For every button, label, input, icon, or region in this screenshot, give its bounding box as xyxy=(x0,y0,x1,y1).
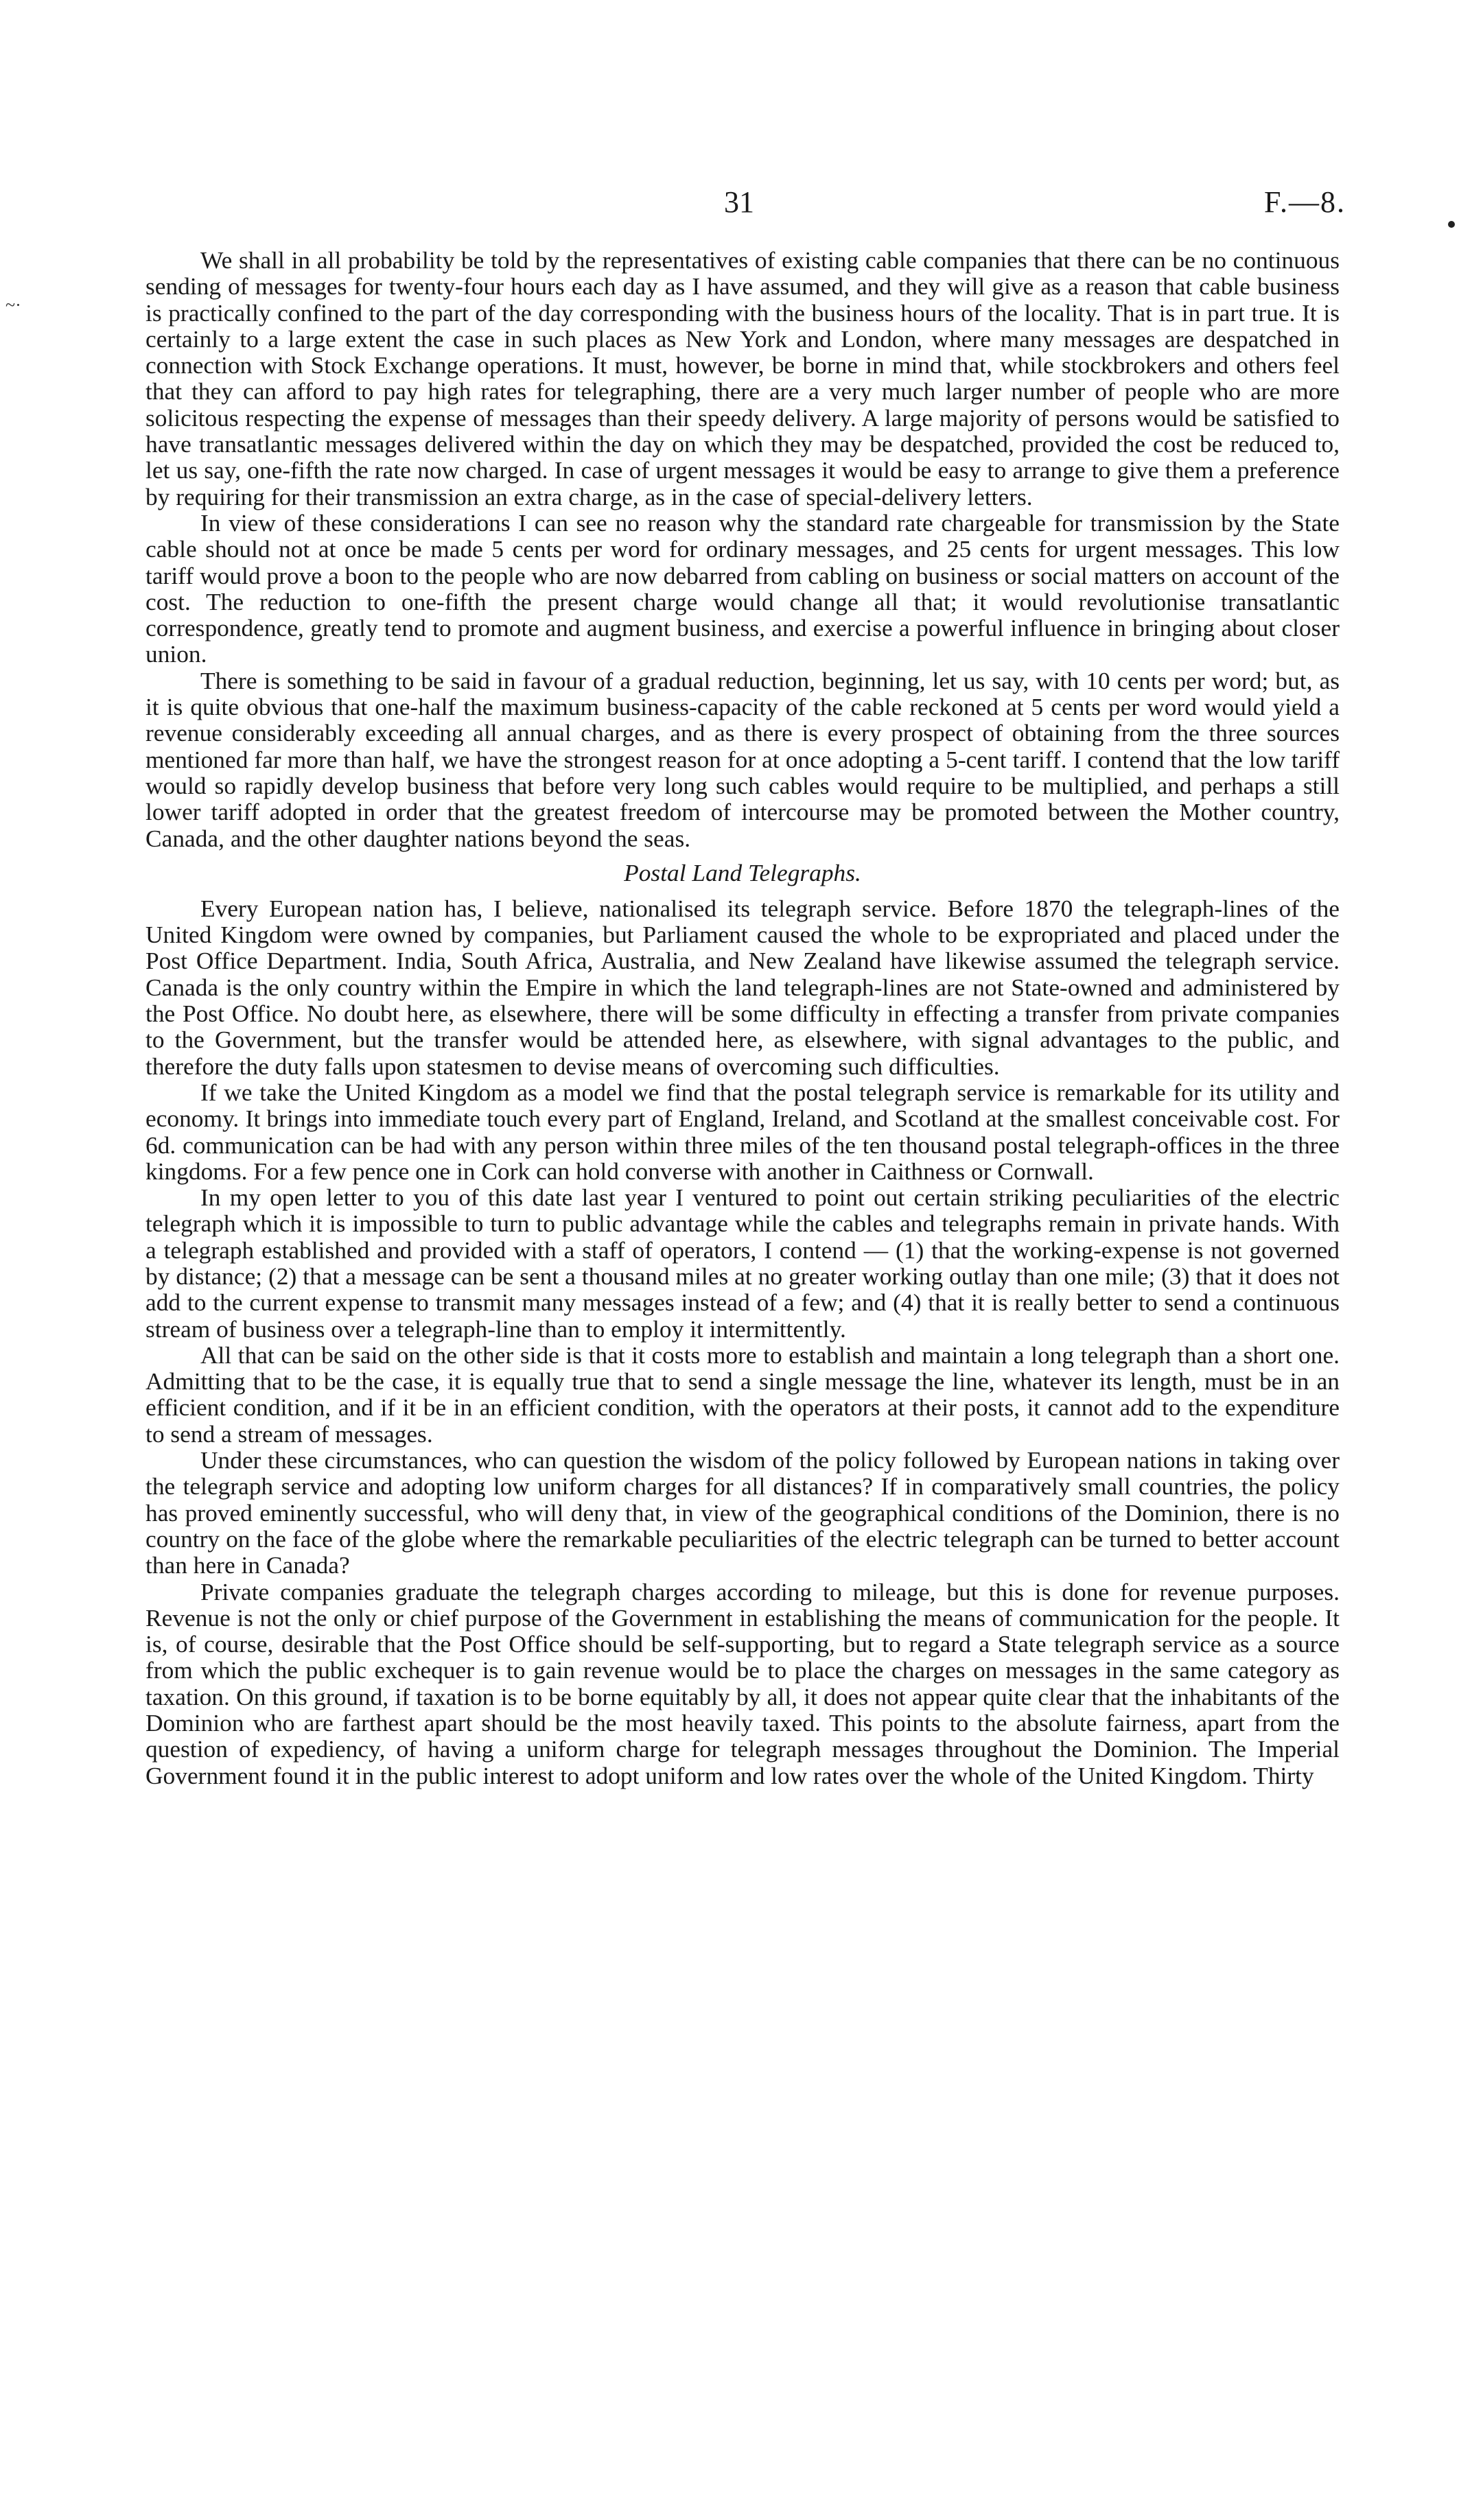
paragraph: There is something to be said in favour of a gradual reduction, beginning, let us say, with 10 cents per word; but, as it is quite obvious that one-half the maximum business-capacity of the cable reckoned at 5 cents per word would yield a revenue considerably exceeding all annual charges, and as there is every prospect of obtaining from the three sources mentioned far more than half, we have the strongest reason for at once adopting a 5-cent tariff. I contend that the low tariff would so rapidly develop business that before very long such cables would require to be multiplied, and perhaps a still lower tariff adopted in order that the greatest freedom of intercourse may be promoted between the Mother country, Canada, and the other daughter nations beyond the seas. xyxy=(145,666,1340,852)
section-heading: Postal Land Telegraphs. xyxy=(624,858,861,886)
page-number: 31 xyxy=(724,185,754,219)
margin-scribble-mark: ~· xyxy=(5,295,21,315)
paragraph: If we take the United Kingdom as a model we find that the postal telegraph service is remarkable for its utility and economy. It brings into immediate touch every part of England, Ireland, and Scotland at the smallest conceivable cost. For 6d. communication can be had with any person within three miles of the ten thousand postal telegraph-offices in the three kingdoms. For a few pence one in Cork can hold converse with another in Caithness or Cornwall. xyxy=(145,1078,1340,1185)
document-body xyxy=(145,247,1340,1789)
paragraph: Every European nation has, I believe, nationalised its telegraph service. Before 1870 the telegraph-lines of the United Kingdom were owned by companies, but Parliament caused the whole to be expropriated and placed under the Post Office Department. India, South Africa, Australia, and New Zealand have likewise assumed the telegraph service. Canada is the only country within the Empire in which the land telegraph-lines are not State-owned and administered by the Post Office. No doubt here, as elsewhere, there will be some difficulty in effecting a transfer from private companies to the Government, but the transfer would be attended here, as elsewhere, with signal advantages to the public, and therefore the duty falls upon statesmen to devise means of overcoming such difficulties. xyxy=(145,894,1340,1080)
paragraph: In my open letter to you of this date last year I ventured to point out certain striking peculiarities of the electric telegraph which it is impossible to turn to public advantage while the cables and telegraphs remain in private hands. With a telegraph established and provided with a staff of operators, I contend — (1) that the working-expense is not governed by distance; (2) that a message can be sent a thousand miles at no greater working outlay than one mile; (3) that it does not add to the current expense to transmit many messages instead of a few; and (4) that it is really better to send a continuous stream of business over a telegraph-line than to employ it intermittently. xyxy=(145,1184,1340,1343)
paragraph: Under these circumstances, who can question the wisdom of the policy followed by European nations in taking over the telegraph service and adopting low uniform charges for all distances? If in comparatively small countries, the policy has proved eminently successful, who will deny that, in view of the geographical conditions of the Dominion, there is no country on the face of the globe where the remarkable peculiarities of the electric telegraph can be turned to better account than here in Canada? xyxy=(145,1446,1340,1579)
page-header xyxy=(0,182,1483,223)
paragraph: Private companies graduate the telegraph charges according to mileage, but this is done for revenue purposes. Revenue is not the only or chief purpose of the Government in establishing the means of communication for the people. It is, of course, desirable that the Post Office should be self-supporting, but to regard a State telegraph service as a source from which the public exchequer is to gain revenue would be to place the charges on messages in the same category as taxation. On this ground, if taxation is to be borne equitably by all, it does not appear quite clear that the inhabitants of the Dominion who are farthest apart should be the most heavily taxed. This points to the absolute fairness, apart from the question of expediency, of having a uniform charge for telegraph messages throughout the Dominion. The Imperial Government found it in the public interest to adopt uniform and low rates over the whole of the United Kingdom. Thirty xyxy=(145,1577,1340,1789)
paragraph: All that can be said on the other side is that it costs more to establish and maintain a long telegraph than a short one. Admitting that to be the case, it is equally true that to send a single message the line, whatever its length, must be in an efficient condition, and if it be in an efficient condition, with the operators at their posts, it cannot add to the expenditure to send a stream of messages. xyxy=(145,1341,1340,1448)
document-reference: F.—8. xyxy=(1264,185,1346,219)
paragraph: We shall in all probability be told by the representatives of existing cable companies that there can be no continuous sending of messages for twenty-four hours each day as I have assumed, and they will give as a reason that cable business is practically confined to the part of the day corresponding with the business hours of the locality. That is in part true. It is certainly to a large extent the case in such places as New York and London, where many messages are despatched in connection with Stock Exchange operations. It must, however, be borne in mind that, while stockbrokers and others feel that they can afford to pay high rates for telegraphing, there are a very much larger number of people who are more solicitous respecting the expense of messages than their speedy delivery. A large majority of persons would be satisfied to have transatlantic messages delivered within the day on which they may be despatched, provided the cost be reduced to, let us say, one-fifth the rate now charged. In case of urgent messages it would be easy to arrange to give them a preference by requiring for their transmission an extra charge, as in the case of special-delivery letters. xyxy=(145,246,1340,510)
edge-dot-mark xyxy=(1448,221,1455,228)
paragraph: In view of these considerations I can see no reason why the standard rate chargeable for transmission by the State cable should not at once be made 5 cents per word for ordinary messages, and 25 cents for urgent messages. This low tariff would prove a boon to the people who are now debarred from cabling on business or social matters on account of the cost. The reduction to one-fifth the present charge would change all that; it would revolutionise transatlantic correspondence, greatly tend to promote and augment business, and exercise a powerful influence in bringing about closer union. xyxy=(145,508,1340,668)
